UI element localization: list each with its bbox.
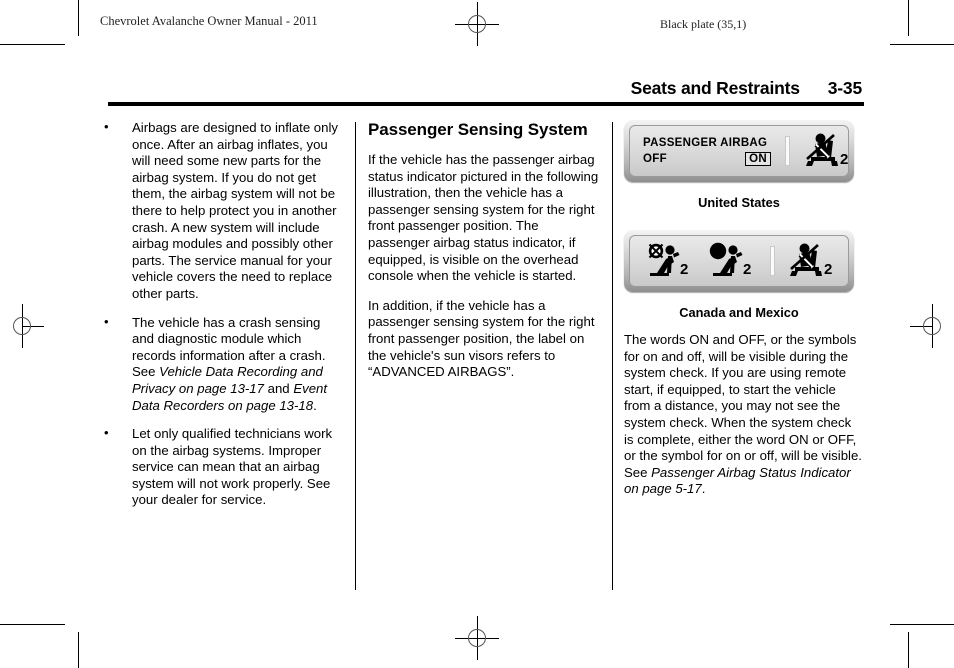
chapter-page-number: 3-35 [827,78,862,98]
column-divider-2 [612,122,613,590]
crop-mark-top-right-horizontal [890,44,954,45]
indicator-us-caption: United States [698,195,780,210]
airbag-off-crossed-icon [644,242,694,280]
crop-mark-top-left-horizontal [0,44,65,45]
bullet-text-2-mid: and [263,380,294,396]
svg-text:2: 2 [680,261,689,278]
registration-mark-left-center [0,304,44,348]
plate-identifier: Black plate (35,1) [660,17,747,31]
manual-title: Chevrolet Avalanche Owner Manual - 2011 [100,14,318,28]
bullet-text-3: Let only qualified technicians work on the airbag systems. Improper service can mean that an airbag system will not work properly. See your dealer for service. [132,426,333,508]
chapter-header [108,78,864,106]
indicator-canada-mexico-caption: Canada and Mexico [679,305,799,320]
cross-reference-event-data: Event Data Recorders on page 13-18 [132,380,328,413]
chapter-rule [108,102,864,106]
registration-mark-top-center [455,2,499,46]
section-title: Passenger Sensing System [368,120,588,139]
crop-mark-bottom-right-vertical [908,632,909,668]
indicator-description-paragraph [624,332,864,498]
column-two [368,120,601,381]
svg-text:2: 2 [840,151,849,168]
bullet-text-1: Airbags are designed to inflate only once. After an airbag inflates, you will need some new parts for the airbag system. If you do not get them, the airbag system will not be there to help protect you in another crash. A new system will include airbag modules and possibly other parts. The service manual for your vehicle covers the need to replace other parts. [132,120,339,301]
indicator-description-start: The words ON and OFF, or the symbols for on and off, will be visible during the system check. If you are using remote start, if equipped, to start the vehicle from a distance, you may not see the system check. When the system check is complete, either the word ON or OFF, or the symbol for on or off, will be visible. See [624,332,862,480]
crop-mark-top-left-vertical [78,0,79,36]
airbag-warning-list [100,120,345,509]
passenger-airbag-indicator-canada-mexico [624,230,854,292]
chapter-title: Seats and Restraints [630,78,800,98]
crop-mark-top-right-vertical [908,0,909,36]
list-item [100,426,345,509]
indicator-divider-bar [770,246,775,276]
indicator-description-end: . [701,481,706,497]
indicator-us-text-block [630,136,785,166]
airbag-on-icon [707,242,757,280]
passenger-airbag-indicator-us [624,120,854,182]
registration-mark-bottom-center [455,616,499,660]
bullet-text-2-end: . [313,397,317,413]
cross-reference-vehicle-data: Vehicle Data Recording and Privacy on page 13-17 [132,364,323,396]
registration-mark-right-center [910,304,954,348]
column-one [100,120,345,521]
list-item [100,120,345,303]
list-item [100,315,345,415]
seatbelt-airbag-off-icon [804,132,849,170]
section-paragraph-1: If the vehicle has the passenger airbag status indicator pictured in the following illustration, then the vehicle has a passenger sensing system for the right front passenger position. The passenger airbag status indicator, if equipped, is visible on the overhead console when the vehicle is started. [368,152,599,284]
indicator-label-passenger-airbag: PASSENGER AIRBAG [643,137,768,149]
indicator-label-on: ON [745,152,771,166]
svg-text:2: 2 [743,261,752,278]
svg-text:2: 2 [823,261,832,278]
crop-mark-bottom-left-vertical [78,632,79,668]
bullet-text-2: The vehicle has a crash sensing and diagnostic module which records information after a crash. See [132,314,326,380]
cross-reference-status-indicator: Passenger Airbag Status Indicator on page 5-17 [624,464,851,497]
column-divider-1 [355,122,356,590]
indicator-divider-bar [785,136,790,166]
crop-mark-bottom-right-horizontal [890,624,954,625]
seatbelt-airbag-off-icon [788,242,834,280]
indicator-label-off: OFF [643,153,667,165]
crop-mark-bottom-left-horizontal [0,624,65,625]
column-three [624,120,864,498]
section-paragraph-2: In addition, if the vehicle has a passenger sensing system for the right front passenger position, the label on the vehicle's sun visors refers to “ADVANCED AIRBAGS”. [368,297,595,380]
